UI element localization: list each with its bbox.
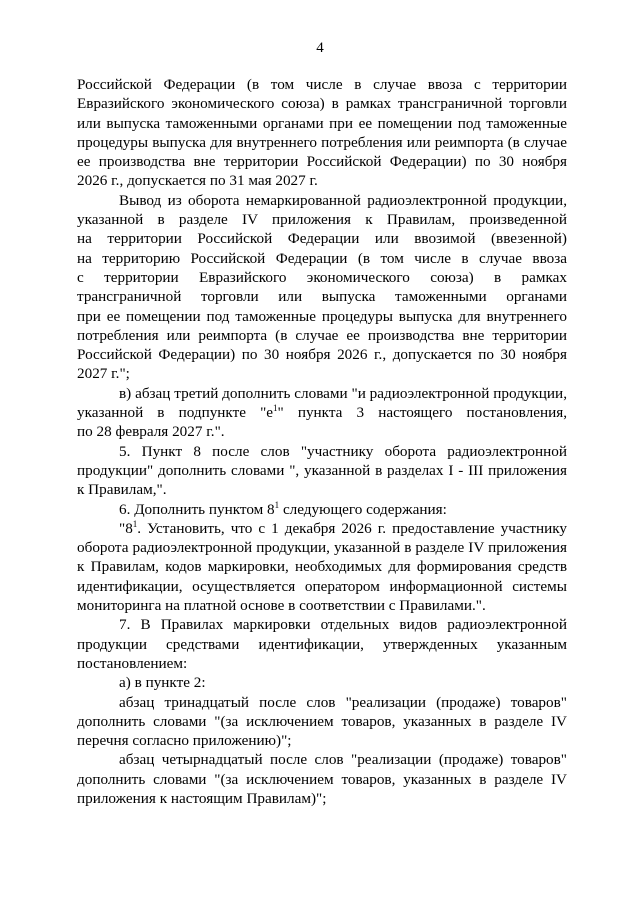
text-line <box>77 635 567 654</box>
text-line <box>77 307 567 326</box>
line-text: указанной в подпункте "е <box>77 404 274 422</box>
line-text: абзац тринадцатый после слов "реализации (продаже) товаров" <box>119 693 567 711</box>
text-line <box>77 249 567 268</box>
line-text: к Правилам,". <box>77 481 167 499</box>
line-text: к Правилам, кодов маркировки, необходимых для формирования средств <box>77 558 567 576</box>
line-text: 5. Пункт 8 после слов "участнику оборота радиоэлектронной <box>119 442 567 460</box>
line-text: Евразийского экономического союза) в рамках трансграничной торговли <box>77 95 567 113</box>
text-line <box>77 770 567 789</box>
text-line <box>77 557 567 576</box>
text-line <box>77 403 567 422</box>
text-line <box>77 364 567 383</box>
text-line <box>77 326 567 345</box>
line-text: Вывод из оборота немаркированной радиоэлектронной продукции, <box>119 191 567 209</box>
line-text: 6. Дополнить пунктом 8 <box>119 500 275 518</box>
text-line <box>77 210 567 229</box>
text-line <box>77 229 567 248</box>
line-text: 2027 г."; <box>77 365 130 383</box>
line-text: приложения к настоящим Правилам)"; <box>77 789 327 807</box>
text-line <box>77 500 567 519</box>
superscript: 1 <box>273 403 278 414</box>
line-text-tail: " пункта 3 настоящего постановления, <box>277 404 567 422</box>
text-line <box>77 442 567 461</box>
line-text: идентификации, осуществляется оператором информационной системы <box>77 577 567 595</box>
line-text: при ее помещении под таможенные процедуры выпуска для внутреннего <box>77 307 567 325</box>
line-text: оборота радиоэлектронной продукции, указанной в разделе IV приложения <box>77 539 567 557</box>
text-line <box>77 191 567 210</box>
line-text: постановлением: <box>77 654 188 672</box>
text-line <box>77 712 567 731</box>
text-line <box>77 538 567 557</box>
line-text: 7. В Правилах маркировки отдельных видов радиоэлектронной <box>119 616 567 634</box>
text-line <box>77 114 567 133</box>
line-text: ее производства вне территории Российской Федерации) по 30 ноября <box>77 153 567 171</box>
text-line <box>77 731 567 750</box>
superscript: 1 <box>132 518 138 529</box>
text-line <box>77 615 567 634</box>
superscript: 1 <box>274 499 280 510</box>
text-line <box>77 789 567 808</box>
line-text: потребления или реимпорта (в случае ее производства вне территории <box>77 326 567 344</box>
line-text: на территории Российской Федерации или ввозимой (ввезенной) <box>77 230 567 248</box>
text-line <box>77 345 567 364</box>
line-text: или выпуска таможенными органами при ее помещении под таможенные <box>77 114 567 132</box>
text-line <box>77 596 567 615</box>
text-line <box>77 75 567 94</box>
line-text: трансграничной торговли или выпуска таможенными органами <box>77 288 567 306</box>
line-text: Российской Федерации (в том числе в случае ввоза с территории <box>77 76 567 93</box>
document-body <box>77 75 567 808</box>
line-text: "8 <box>119 519 133 537</box>
line-text: 2026 г., допускается по 31 мая 2027 г. <box>77 172 318 190</box>
line-text: на территорию Российской Федерации (в том числе в случае ввоза <box>77 249 567 267</box>
line-text: Российской Федерации) по 30 ноября 2026 г., допускается по 30 ноября <box>77 346 567 364</box>
page-number: 4 <box>316 40 324 56</box>
line-text: процедуры выпуска для внутреннего потребления или реимпорта (в случае <box>77 133 567 151</box>
text-line <box>77 693 567 712</box>
line-text: продукции средствами идентификации, утвержденных указанным <box>77 635 567 653</box>
text-line <box>77 750 567 769</box>
line-text: с территории Евразийского экономического союза) в рамках <box>77 268 567 286</box>
line-text: абзац четырнадцатый после слов "реализации (продаже) товаров" <box>119 751 567 769</box>
text-line <box>77 171 567 190</box>
line-text: перечня согласно приложению)"; <box>77 732 292 750</box>
text-line <box>77 422 567 441</box>
line-text: мониторинга на платной основе в соответствии с Правилами.". <box>77 597 486 615</box>
text-line <box>77 133 567 152</box>
line-text: дополнить словами "(за исключением товаров, указанных в разделе IV <box>77 770 567 788</box>
text-line <box>77 287 567 306</box>
line-text: дополнить словами "(за исключением товаров, указанных в разделе IV <box>77 712 567 730</box>
text-line <box>77 94 567 113</box>
text-line <box>77 152 567 171</box>
text-line <box>77 480 567 499</box>
line-text-tail: следующего содержания: <box>279 500 447 518</box>
text-line <box>77 654 567 673</box>
line-text: указанной в разделе IV приложения к Правилам, произведенной <box>77 211 567 229</box>
text-line <box>77 461 567 480</box>
text-line <box>77 268 567 287</box>
line-text-tail: . Установить, что с 1 декабря 2026 г. предоставление участнику <box>137 519 567 537</box>
line-text: продукции" дополнить словами ", указанной в разделах I - III приложения <box>77 461 567 479</box>
text-line <box>77 577 567 596</box>
text-line <box>77 384 567 403</box>
line-text: по 28 февраля 2027 г.". <box>77 423 225 441</box>
text-line <box>77 519 567 538</box>
text-line <box>77 673 567 692</box>
line-text: а) в пункте 2: <box>119 674 206 692</box>
line-text: в) абзац третий дополнить словами "и радиоэлектронной продукции, <box>119 384 567 402</box>
